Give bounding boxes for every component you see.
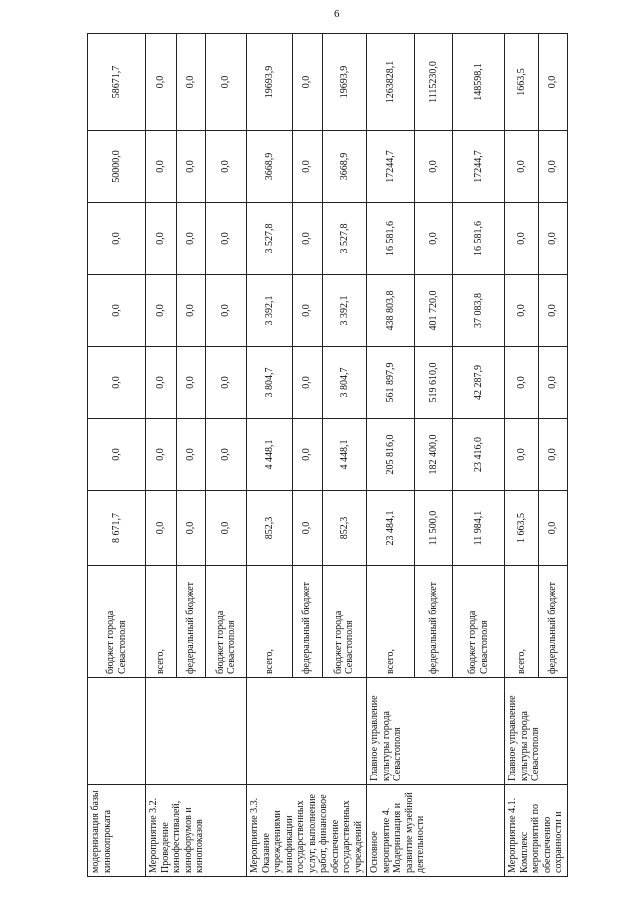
- value-cell: 519 610,0: [415, 347, 453, 419]
- source-cell: федеральный бюджет: [177, 566, 206, 678]
- value-cell: 0,0: [538, 131, 567, 203]
- value-cell: 0,0: [146, 419, 177, 491]
- table-row: [146, 34, 177, 877]
- value-cell: 0,0: [292, 131, 322, 203]
- value-cell: 0,0: [505, 347, 539, 419]
- value-cell: 0,0: [292, 491, 322, 566]
- value-cell: 1263828,1: [367, 34, 415, 131]
- value-cell: 0,0: [88, 203, 146, 275]
- value-cell: 0,0: [206, 275, 247, 347]
- value-cell: 1 663,5: [505, 491, 539, 566]
- value-cell: 0,0: [177, 131, 206, 203]
- value-cell: 0,0: [292, 203, 322, 275]
- value-cell: 438 803,8: [367, 275, 415, 347]
- value-cell: 58671,7: [88, 34, 146, 131]
- value-cell: 0,0: [538, 419, 567, 491]
- value-cell: 4 448,1: [322, 419, 366, 491]
- value-cell: 0,0: [505, 275, 539, 347]
- value-cell: 0,0: [292, 347, 322, 419]
- value-cell: 561 897,9: [367, 347, 415, 419]
- value-cell: 3668,9: [247, 131, 293, 203]
- event-cell: Мероприятие 3.3. Оказание учреждениями кинофикации государственных услуг, выполнение работ, финансовое обеспечение государственных учреждений: [247, 785, 367, 877]
- value-cell: 1115230,0: [415, 34, 453, 131]
- value-cell: 0,0: [292, 275, 322, 347]
- value-cell: 0,0: [292, 34, 322, 131]
- value-cell: 19693,9: [247, 34, 293, 131]
- value-cell: 0,0: [206, 34, 247, 131]
- value-cell: 0,0: [415, 131, 453, 203]
- value-cell: 0,0: [146, 131, 177, 203]
- page-number: 6: [334, 8, 340, 20]
- value-cell: 3668,9: [322, 131, 366, 203]
- value-cell: 0,0: [146, 203, 177, 275]
- value-cell: 0,0: [146, 275, 177, 347]
- value-cell: 852,3: [247, 491, 293, 566]
- value-cell: 0,0: [177, 275, 206, 347]
- value-cell: 3 527,8: [322, 203, 366, 275]
- value-cell: 17244,7: [367, 131, 415, 203]
- value-cell: 0,0: [505, 131, 539, 203]
- value-cell: 4 448,1: [247, 419, 293, 491]
- source-cell: всего,: [367, 566, 415, 678]
- value-cell: 0,0: [146, 347, 177, 419]
- source-cell: федеральный бюджет: [538, 566, 567, 678]
- value-cell: 205 816,0: [367, 419, 415, 491]
- event-cell: модернизация базы кинокопроката: [88, 785, 146, 877]
- value-cell: 16 581,6: [367, 203, 415, 275]
- value-cell: 0,0: [146, 491, 177, 566]
- value-cell: 0,0: [88, 419, 146, 491]
- value-cell: 11 984,1: [453, 491, 505, 566]
- value-cell: 3 392,1: [247, 275, 293, 347]
- executor-cell: [146, 678, 247, 785]
- table-row: [88, 34, 146, 877]
- table-row: [247, 34, 293, 877]
- value-cell: 0,0: [538, 203, 567, 275]
- value-cell: 0,0: [177, 347, 206, 419]
- source-cell: бюджет города Севастополя: [453, 566, 505, 678]
- rotated-table-frame: [87, 34, 564, 877]
- value-cell: 0,0: [415, 203, 453, 275]
- value-cell: 16 581,6: [453, 203, 505, 275]
- executor-cell: [88, 678, 146, 785]
- value-cell: 0,0: [206, 131, 247, 203]
- value-cell: 0,0: [538, 347, 567, 419]
- value-cell: 0,0: [146, 34, 177, 131]
- value-cell: 0,0: [177, 34, 206, 131]
- source-cell: бюджет города Севастополя: [88, 566, 146, 678]
- event-cell: Мероприятие 3.2. Проведение кинофестивалей, кинофорумов и кинопоказов: [146, 785, 247, 877]
- value-cell: 0,0: [177, 491, 206, 566]
- value-cell: 852,3: [322, 491, 366, 566]
- value-cell: 3 804,7: [322, 347, 366, 419]
- executor-cell: Главное управление культуры города Севастополя: [505, 678, 568, 785]
- executor-cell: Главное управление культуры города Севастополя: [367, 678, 505, 785]
- table-row: [367, 34, 415, 877]
- source-cell: всего,: [505, 566, 539, 678]
- value-cell: 0,0: [177, 203, 206, 275]
- value-cell: 0,0: [538, 275, 567, 347]
- value-cell: 148598,1: [453, 34, 505, 131]
- source-cell: всего,: [146, 566, 177, 678]
- value-cell: 0,0: [206, 419, 247, 491]
- executor-cell: [247, 678, 367, 785]
- event-cell: Основное мероприятие 4. Модернизация и развитие музейной деятельности: [367, 785, 505, 877]
- value-cell: 0,0: [206, 347, 247, 419]
- value-cell: 42 287,9: [453, 347, 505, 419]
- value-cell: 8 671,7: [88, 491, 146, 566]
- event-cell: Мероприятие 4.1. Комплекс мероприятий по обеспечению сохранности и: [505, 785, 568, 877]
- source-cell: федеральный бюджет: [415, 566, 453, 678]
- value-cell: 0,0: [505, 419, 539, 491]
- source-cell: бюджет города Севастополя: [322, 566, 366, 678]
- table-row: [505, 34, 539, 877]
- value-cell: 3 804,7: [247, 347, 293, 419]
- value-cell: 37 083,8: [453, 275, 505, 347]
- value-cell: 50000,0: [88, 131, 146, 203]
- value-cell: 11 500,0: [415, 491, 453, 566]
- value-cell: 0,0: [88, 275, 146, 347]
- value-cell: 0,0: [292, 419, 322, 491]
- value-cell: 0,0: [88, 347, 146, 419]
- value-cell: 182 400,0: [415, 419, 453, 491]
- value-cell: 3 392,1: [322, 275, 366, 347]
- budget-table: [87, 33, 568, 877]
- value-cell: 23 416,0: [453, 419, 505, 491]
- source-cell: федеральный бюджет: [292, 566, 322, 678]
- value-cell: 0,0: [538, 34, 567, 131]
- value-cell: 23 484,1: [367, 491, 415, 566]
- value-cell: 3 527,8: [247, 203, 293, 275]
- value-cell: 0,0: [206, 203, 247, 275]
- value-cell: 401 720,0: [415, 275, 453, 347]
- value-cell: 1663,5: [505, 34, 539, 131]
- value-cell: 0,0: [505, 203, 539, 275]
- value-cell: 19693,9: [322, 34, 366, 131]
- value-cell: 0,0: [177, 419, 206, 491]
- source-cell: бюджет города Севастополя: [206, 566, 247, 678]
- value-cell: 0,0: [538, 491, 567, 566]
- source-cell: всего,: [247, 566, 293, 678]
- value-cell: 0,0: [206, 491, 247, 566]
- value-cell: 17244,7: [453, 131, 505, 203]
